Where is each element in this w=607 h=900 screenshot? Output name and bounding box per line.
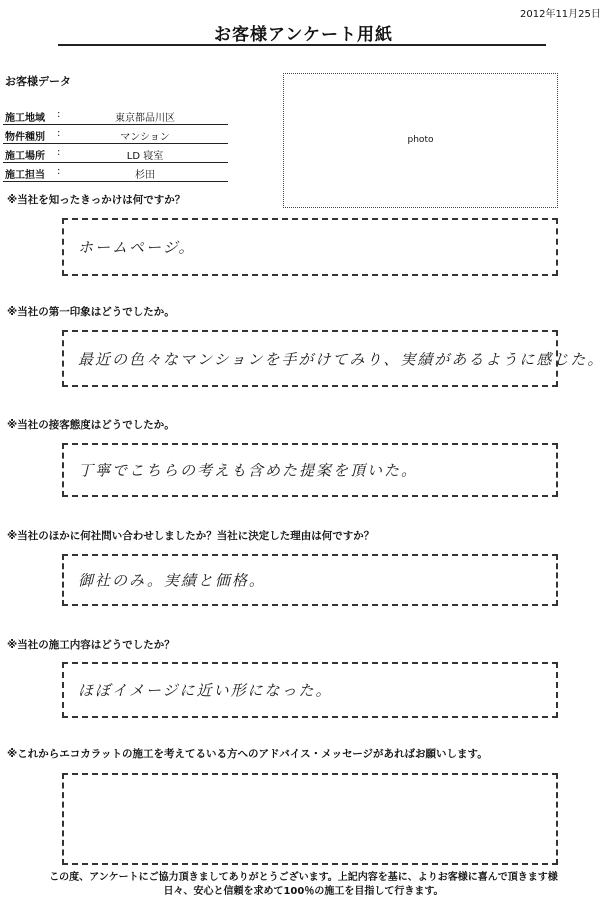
footer-line-2: 日々、安心と信頼を求めて100％の施工を目指して行きます。 bbox=[163, 886, 444, 897]
customer-data-table bbox=[3, 106, 228, 182]
answer-box-1 bbox=[62, 218, 558, 276]
title-underline bbox=[58, 44, 546, 46]
answer-text-5: ほぼイメージに近い形になった。 bbox=[78, 681, 333, 700]
row-label: 施工地域 bbox=[5, 113, 45, 124]
question-5: ※当社の施工内容はどうでしたか？ bbox=[7, 639, 175, 651]
row-value: 東京都品川区 bbox=[115, 113, 175, 124]
question-6: ※これからエコカラットの施工を考えてるいる方へのアドバイス・メッセージがあればお願いします。 bbox=[7, 748, 488, 760]
row-colon: : bbox=[57, 109, 61, 120]
footer-line-1: この度、アンケートにご協力頂きましてありがとうございます。上記内容を基に、よりお客様に喜んで頂きます様 bbox=[49, 872, 558, 883]
answer-box-2 bbox=[62, 330, 605, 387]
answer-text-2: 最近の色々なマンションを手がけてみり、実績があるように感じた。 bbox=[78, 350, 605, 368]
customer-row-staff bbox=[3, 163, 228, 182]
customer-row-area bbox=[3, 106, 228, 125]
answer-box-5 bbox=[62, 662, 558, 718]
row-colon: : bbox=[57, 166, 61, 177]
photo-label: photo bbox=[407, 135, 434, 145]
footer-message bbox=[0, 871, 607, 899]
answer-text-4: 御社のみ。実績と価格。 bbox=[78, 571, 266, 590]
question-1: ※当社を知ったきっかけは何ですか？ bbox=[7, 194, 186, 206]
row-label: 物件種別 bbox=[5, 132, 45, 143]
question-2: ※当社の第一印象はどうでしたか。 bbox=[7, 306, 175, 318]
row-value: LD 寝室 bbox=[126, 151, 164, 162]
page-title: お客様アンケート用紙 bbox=[214, 25, 393, 45]
customer-row-property-type bbox=[3, 125, 228, 144]
answer-text-1: ホームページ。 bbox=[78, 238, 196, 257]
customer-row-location bbox=[3, 144, 228, 163]
answer-box-3 bbox=[62, 443, 558, 497]
question-4: ※当社のほかに何社問い合わせしましたか？当社に決定した理由は何ですか？ bbox=[7, 530, 375, 542]
row-label: 施工場所 bbox=[5, 151, 45, 162]
row-colon: : bbox=[57, 147, 61, 158]
answer-box-6 bbox=[62, 773, 558, 865]
question-3: ※当社の接客態度はどうでしたか。 bbox=[7, 419, 175, 431]
row-value: 杉田 bbox=[135, 170, 155, 181]
answer-text-3: 丁寧でこちらの考えも含めた提案を頂いた。 bbox=[78, 461, 419, 480]
row-value: マンション bbox=[120, 132, 170, 143]
survey-date: 2012年11月25日 bbox=[520, 9, 601, 20]
answer-box-4 bbox=[62, 554, 558, 606]
customer-data-heading: お客様データ bbox=[5, 75, 71, 88]
row-label: 施工担当 bbox=[5, 170, 45, 181]
row-colon: : bbox=[57, 128, 61, 139]
photo-placeholder bbox=[283, 73, 558, 208]
